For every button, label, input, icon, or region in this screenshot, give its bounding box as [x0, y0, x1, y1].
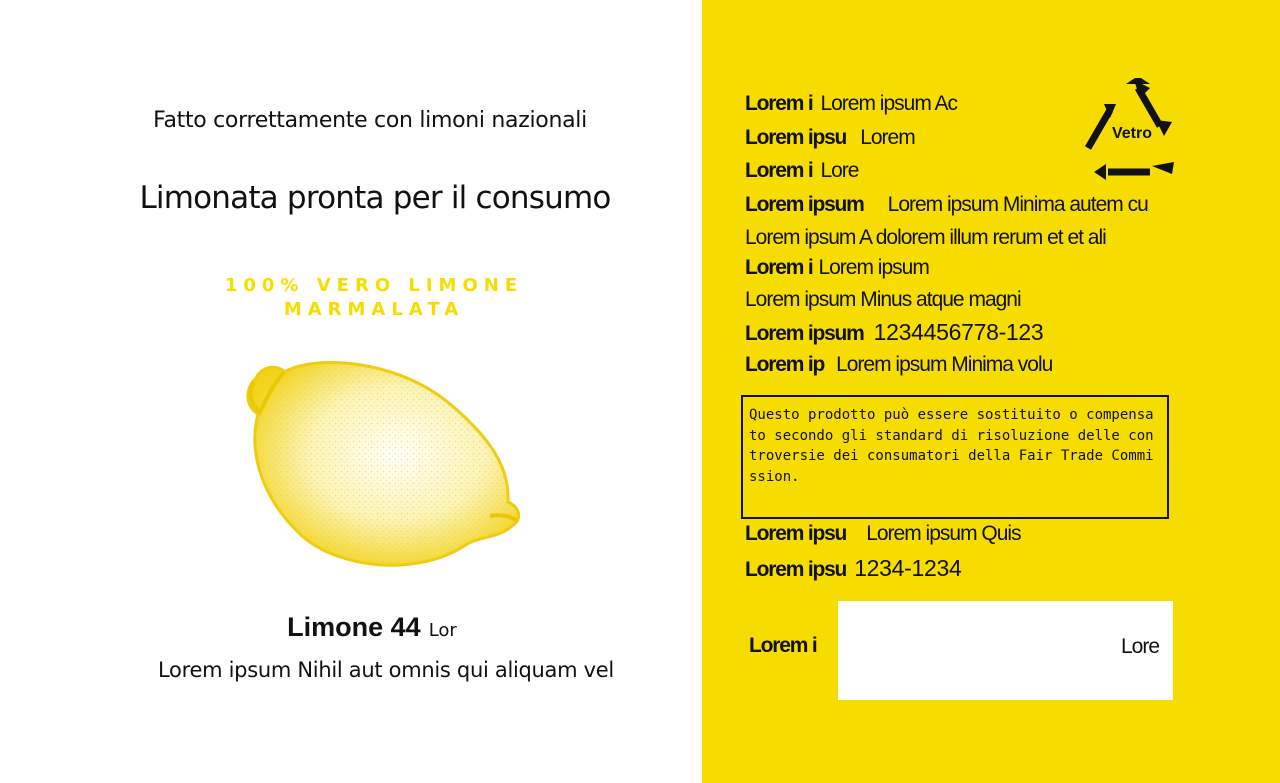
info-label: Lorem ip	[745, 353, 825, 376]
info-value: Lorem	[860, 126, 915, 149]
info-value: Lorem ipsum Minima volu	[836, 353, 1053, 376]
info-row	[745, 126, 915, 150]
info-line: Lorem ipsum Minus atque magni	[745, 288, 1021, 311]
info-value: 1234456778-123	[873, 319, 1044, 345]
claim	[0, 274, 748, 322]
info-row	[745, 555, 961, 582]
headline: Limonata pronta per il consumo	[139, 180, 611, 216]
info-row	[745, 353, 1052, 377]
info-row	[745, 319, 1043, 346]
info-row	[745, 92, 957, 116]
product-title	[0, 612, 744, 643]
consumer-notice: Questo prodotto può essere sostituito o compensato secondo gli standard di risoluzione delle controversie dei consumatori della Fair Trade Commission.	[741, 395, 1169, 519]
tagline: Fatto correttamente con limoni nazionali	[153, 108, 587, 133]
info-label: Lorem ipsu	[745, 522, 847, 545]
box-value: Lore	[1120, 635, 1159, 658]
info-value: 1234-1234	[854, 555, 962, 581]
date-box	[838, 601, 1173, 700]
box-label: Lorem i	[749, 634, 817, 657]
info-value: Lorem ipsum Quis	[866, 522, 1021, 545]
claim-line-2: MARMALATA	[283, 299, 465, 320]
lemon-illustration	[238, 356, 528, 572]
info-value: Lorem ipsum Minima autem cu	[887, 193, 1148, 216]
recycle-label: Vetro	[1111, 125, 1153, 142]
info-label: Lorem ipsum	[745, 322, 864, 345]
info-row	[745, 159, 858, 183]
info-label: Lorem ipsum	[745, 193, 864, 216]
info-value: Lorem ipsum Ac	[820, 92, 958, 115]
info-label: Lorem i	[745, 256, 813, 279]
info-row	[745, 193, 1148, 217]
info-label: Lorem i	[745, 92, 813, 115]
info-value: Lorem ipsum	[818, 256, 929, 279]
info-line: Lorem ipsum A dolorem illum rerum et et ali	[745, 226, 1106, 249]
recycle-icon	[1076, 78, 1186, 182]
info-row	[745, 522, 1021, 546]
info-value: Lore	[820, 159, 859, 182]
info-label: Lorem ipsu	[745, 126, 847, 149]
product-description: Lorem ipsum Nihil aut omnis qui aliquam vel	[158, 658, 614, 682]
product-name: Limone 44	[287, 612, 421, 642]
product-unit: Lor	[428, 620, 457, 641]
claim-line-1: 100% VERO LIMONE	[224, 275, 524, 296]
info-label: Lorem ipsu	[745, 558, 847, 581]
info-row	[745, 256, 929, 280]
info-label: Lorem i	[745, 159, 813, 182]
